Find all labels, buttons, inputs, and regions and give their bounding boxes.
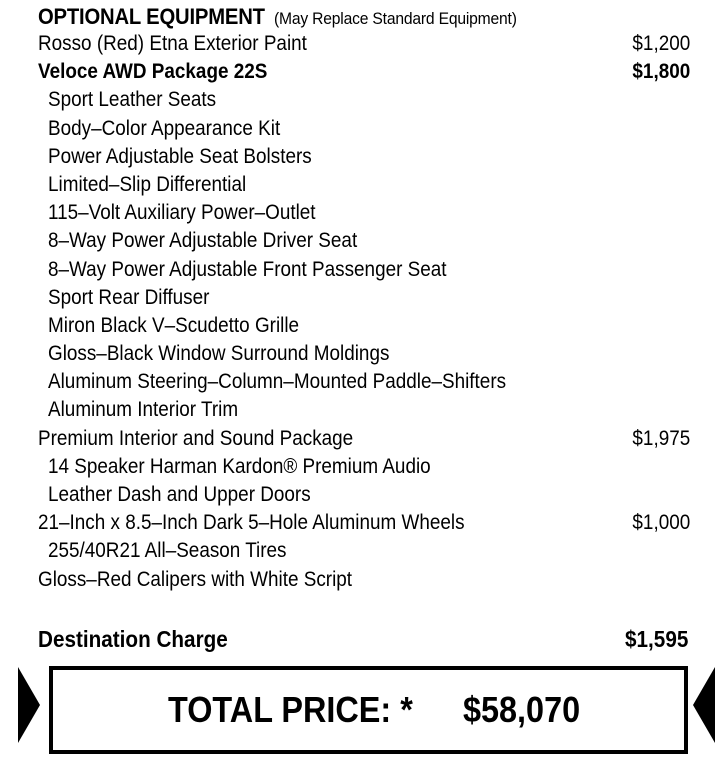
equipment-price: $1,975 <box>632 426 690 450</box>
equipment-subitem <box>38 115 690 143</box>
equipment-label: Veloce AWD Package 22S <box>38 60 268 84</box>
equipment-label: Rosso (Red) Etna Exterior Paint <box>38 32 307 55</box>
total-price-value: $58,070 <box>463 689 581 730</box>
equipment-price: $1,000 <box>632 511 690 535</box>
equipment-subitem <box>38 256 690 284</box>
equipment-label: Gloss–Red Calipers with White Script <box>38 567 353 591</box>
equipment-item <box>38 509 690 537</box>
equipment-label: Body–Color Appearance Kit <box>48 116 281 140</box>
equipment-subitem <box>38 227 690 255</box>
equipment-label: 14 Speaker Harman Kardon® Premium Audio <box>48 454 431 478</box>
equipment-label: 8–Way Power Adjustable Front Passenger Seat <box>48 257 447 281</box>
equipment-subitem <box>38 368 690 396</box>
equipment-label: Sport Leather Seats <box>48 88 217 112</box>
total-price-box <box>49 666 688 754</box>
total-price-label: TOTAL PRICE: * <box>168 689 413 730</box>
left-arrow-icon <box>18 667 40 743</box>
section-note: (May Replace Standard Equipment) <box>273 9 517 28</box>
equipment-label: Miron Black V–Scudetto Grille <box>48 313 300 337</box>
equipment-price: $1,200 <box>632 32 690 55</box>
equipment-label: Power Adjustable Seat Bolsters <box>48 144 312 168</box>
section-header <box>38 4 638 30</box>
equipment-subitem <box>38 340 690 368</box>
equipment-label: Leather Dash and Upper Doors <box>48 483 311 506</box>
destination-charge-row <box>38 624 688 654</box>
optional-equipment-section <box>38 4 690 594</box>
equipment-subitem <box>38 453 690 481</box>
equipment-subitem <box>38 171 690 199</box>
equipment-item <box>38 58 690 86</box>
equipment-label: 8–Way Power Adjustable Driver Seat <box>48 229 358 253</box>
equipment-label: 115–Volt Auxiliary Power–Outlet <box>48 201 316 225</box>
equipment-label: Sport Rear Diffuser <box>48 285 210 309</box>
equipment-subitem <box>38 199 690 227</box>
equipment-label: Premium Interior and Sound Package <box>38 426 354 450</box>
destination-price: $1,595 <box>624 626 688 652</box>
equipment-item <box>38 425 690 453</box>
equipment-label: Aluminum Interior Trim <box>48 398 239 422</box>
equipment-subitem <box>38 537 690 565</box>
equipment-subitem <box>38 312 690 340</box>
right-arrow-icon <box>693 667 715 743</box>
equipment-subitem <box>38 86 690 114</box>
equipment-label: 255/40R21 All–Season Tires <box>48 539 287 563</box>
equipment-subitem <box>38 143 690 171</box>
equipment-label: 21–Inch x 8.5–Inch Dark 5–Hole Aluminum Wheels <box>38 511 465 535</box>
equipment-item <box>38 30 690 58</box>
equipment-subitem <box>38 284 690 312</box>
equipment-subitem <box>38 396 690 424</box>
equipment-label: Gloss–Black Window Surround Moldings <box>48 342 390 366</box>
equipment-item <box>38 566 690 594</box>
equipment-price: $1,800 <box>632 60 690 84</box>
equipment-subitem <box>38 481 690 509</box>
equipment-list <box>38 30 690 594</box>
equipment-label: Aluminum Steering–Column–Mounted Paddle–Shifters <box>48 370 507 394</box>
equipment-label: Limited–Slip Differential <box>48 172 247 196</box>
destination-label: Destination Charge <box>38 626 228 652</box>
section-title: OPTIONAL EQUIPMENT <box>38 4 265 29</box>
